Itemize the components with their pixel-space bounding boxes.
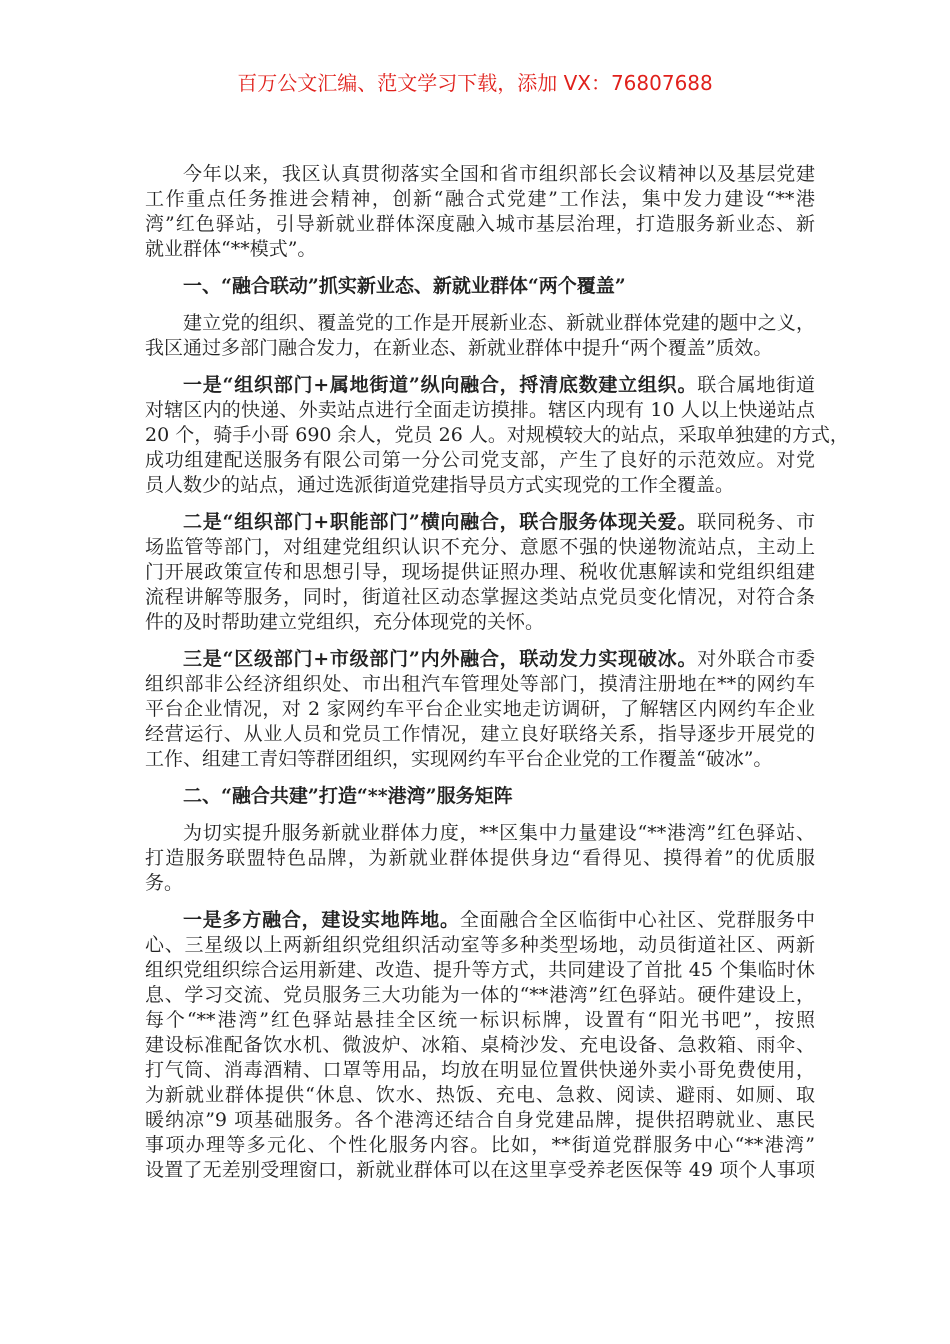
line-text: 全面融合全区临街中心社区、党群服务中: [459, 909, 815, 931]
section-heading: [145, 274, 815, 299]
line-text: 联同税务、市: [697, 511, 815, 533]
text-line: [145, 747, 815, 772]
line-text: 就业群体“**模式”。: [145, 238, 317, 260]
text-line: [145, 336, 815, 361]
line-text: 建设标准配备饮水机、微波炉、冰箱、桌椅沙发、充电设备、急救箱、雨伞、: [145, 1034, 815, 1056]
line-text: 心、三星级以上两新组织党组织活动室等多种类型场地，动员街道社区、两新: [145, 934, 815, 956]
line-text: 一、“融合联动”抓实新业态、新就业群体“两个覆盖”: [183, 275, 626, 297]
line-text: 息、学习交流、党员服务三大功能为一体的“**港湾”红色驿站。硬件建设上，: [145, 984, 815, 1006]
line-text: 对外联合市委: [697, 648, 815, 670]
text-line: [145, 983, 815, 1008]
line-text: 流程讲解等服务，同时，街道社区动态掌握这类站点党员变化情况，对符合条: [145, 586, 815, 608]
text-line: [145, 373, 815, 398]
text-line: [145, 1108, 815, 1133]
text-line: [145, 933, 815, 958]
line-text: 门开展政策宣传和思想引导，现场提供证照办理、税收优惠解读和党组织组建: [145, 561, 815, 583]
text-line: [145, 423, 849, 448]
paragraph: [145, 647, 815, 772]
paragraph: [145, 373, 849, 498]
bold-lead-sentence: 一是多方融合，建设实地阵地。: [183, 909, 460, 931]
text-line: [145, 162, 815, 187]
line-text: 我区通过多部门融合发力，在新业态、新就业群体中提升“两个覆盖”质效。: [145, 337, 773, 359]
text-line: [145, 473, 815, 498]
line-text: 务。: [145, 872, 184, 894]
text-line: [145, 535, 815, 560]
line-text: 平台企业情况，对 2 家网约车平台企业实地走访调研，了解辖区内网约车企业: [145, 698, 815, 720]
text-line: [145, 448, 815, 473]
bold-lead-sentence: 一是“组织部门+属地街道”纵向融合，捋清底数建立组织。: [183, 374, 698, 396]
line-text: 件的及时帮助建立党组织，充分体现党的关怀。: [145, 611, 545, 633]
line-text: 组织部非公经济组织处、市出租汽车管理处等部门，摸清注册地在**的网约车: [145, 673, 815, 695]
text-line: [145, 1008, 815, 1033]
text-line: [145, 784, 815, 809]
text-line: [145, 672, 815, 697]
text-line: [145, 585, 815, 610]
paragraph: [145, 821, 815, 896]
text-line: [145, 237, 815, 262]
text-line: [145, 311, 815, 336]
line-text: 对辖区内的快递、外卖站点进行全面走访摸排。辖区内现有 10 人以上快递站点: [145, 399, 815, 421]
text-line: [145, 1058, 815, 1083]
line-text: 建立党的组织、覆盖党的工作是开展新业态、新就业群体党建的题中之义，: [183, 312, 815, 334]
watermark-banner: 百万公文汇编、范文学习下载，添加 VX：76807688: [237, 71, 713, 95]
line-text: 今年以来，我区认真贯彻落实全国和省市组织部长会议精神以及基层党建: [183, 163, 815, 185]
text-line: [145, 1083, 815, 1108]
text-line: [145, 647, 815, 672]
text-line: [145, 187, 815, 212]
line-text: 打造服务联盟特色品牌，为新就业群体提供身边“看得见、摸得着”的优质服: [145, 847, 815, 869]
line-text: 20 个，骑手小哥 690 余人，党员 26 人。对规模较大的站点，采取单独建的方式，: [145, 424, 849, 446]
text-line: [145, 722, 815, 747]
text-line: [145, 560, 815, 585]
paragraph: [145, 311, 815, 361]
line-text: 设置了无差别受理窗口，新就业群体可以在这里享受养老医保等 49 项个人事项: [145, 1159, 815, 1181]
text-line: [145, 212, 815, 237]
text-line: [145, 908, 815, 933]
paragraph: [145, 908, 815, 1183]
line-text: 事项办理等多元化、个性化服务内容。比如，**街道党群服务中心“**港湾”: [145, 1134, 815, 1156]
line-text: 员人数少的站点，通过选派街道党建指导员方式实现党的工作全覆盖。: [145, 474, 735, 496]
line-text: 为切实提升服务新就业群体力度，**区集中力量建设“**港湾”红色驿站、: [183, 822, 815, 844]
text-line: [145, 510, 815, 535]
line-text: 二、“融合共建”打造“**港湾”服务矩阵: [183, 785, 513, 807]
bold-lead-sentence: 三是“区级部门+市级部门”内外融合，联动发力实现破冰。: [183, 648, 698, 670]
text-line: [145, 610, 815, 635]
bold-lead-sentence: 二是“组织部门+职能部门”横向融合，联合服务体现关爱。: [183, 511, 698, 533]
text-line: [145, 1133, 815, 1158]
line-text: 暖纳凉”9 项基础服务。各个港湾还结合自身党建品牌，提供招聘就业、惠民: [145, 1109, 815, 1131]
line-text: 联合属地街道: [697, 374, 815, 396]
section-heading: [145, 784, 815, 809]
line-text: 场监管等部门，对组建党组织认识不充分、意愿不强的快递物流站点，主动上: [145, 536, 815, 558]
line-text: 组织党组织综合运用新建、改造、提升等方式，共同建设了首批 45 个集临时休: [145, 959, 815, 981]
text-line: [145, 871, 815, 896]
line-text: 工作重点任务推进会精神，创新“融合式党建”工作法，集中发力建设“**港: [145, 188, 815, 210]
paragraph: [145, 162, 815, 262]
line-text: 每个“**港湾”红色驿站悬挂全区统一标识标牌，设置有“阳光书吧”，按照: [145, 1009, 815, 1031]
text-line: [145, 398, 815, 423]
text-line: [145, 274, 815, 299]
text-line: [145, 1158, 815, 1183]
text-line: [145, 697, 815, 722]
paragraph: [145, 510, 815, 635]
text-line: [145, 1033, 815, 1058]
line-text: 湾”红色驿站，引导新就业群体深度融入城市基层治理，打造服务新业态、新: [145, 213, 815, 235]
document-body: [145, 162, 849, 1195]
text-line: [145, 958, 815, 983]
text-line: [145, 821, 815, 846]
line-text: 成功组建配送服务有限公司第一分公司党支部，产生了良好的示范效应。对党: [145, 449, 815, 471]
line-text: 为新就业群体提供“休息、饮水、热饭、充电、急救、阅读、避雨、如厕、取: [145, 1084, 815, 1106]
line-text: 工作、组建工青妇等群团组织，实现网约车平台企业党的工作覆盖“破冰”。: [145, 748, 773, 770]
text-line: [145, 846, 815, 871]
line-text: 经营运行、从业人员和党员工作情况，建立良好联络关系，指导逐步开展党的: [145, 723, 815, 745]
line-text: 打气筒、消毒酒精、口罩等用品，均放在明显位置供快递外卖小哥免费使用，: [145, 1059, 815, 1081]
